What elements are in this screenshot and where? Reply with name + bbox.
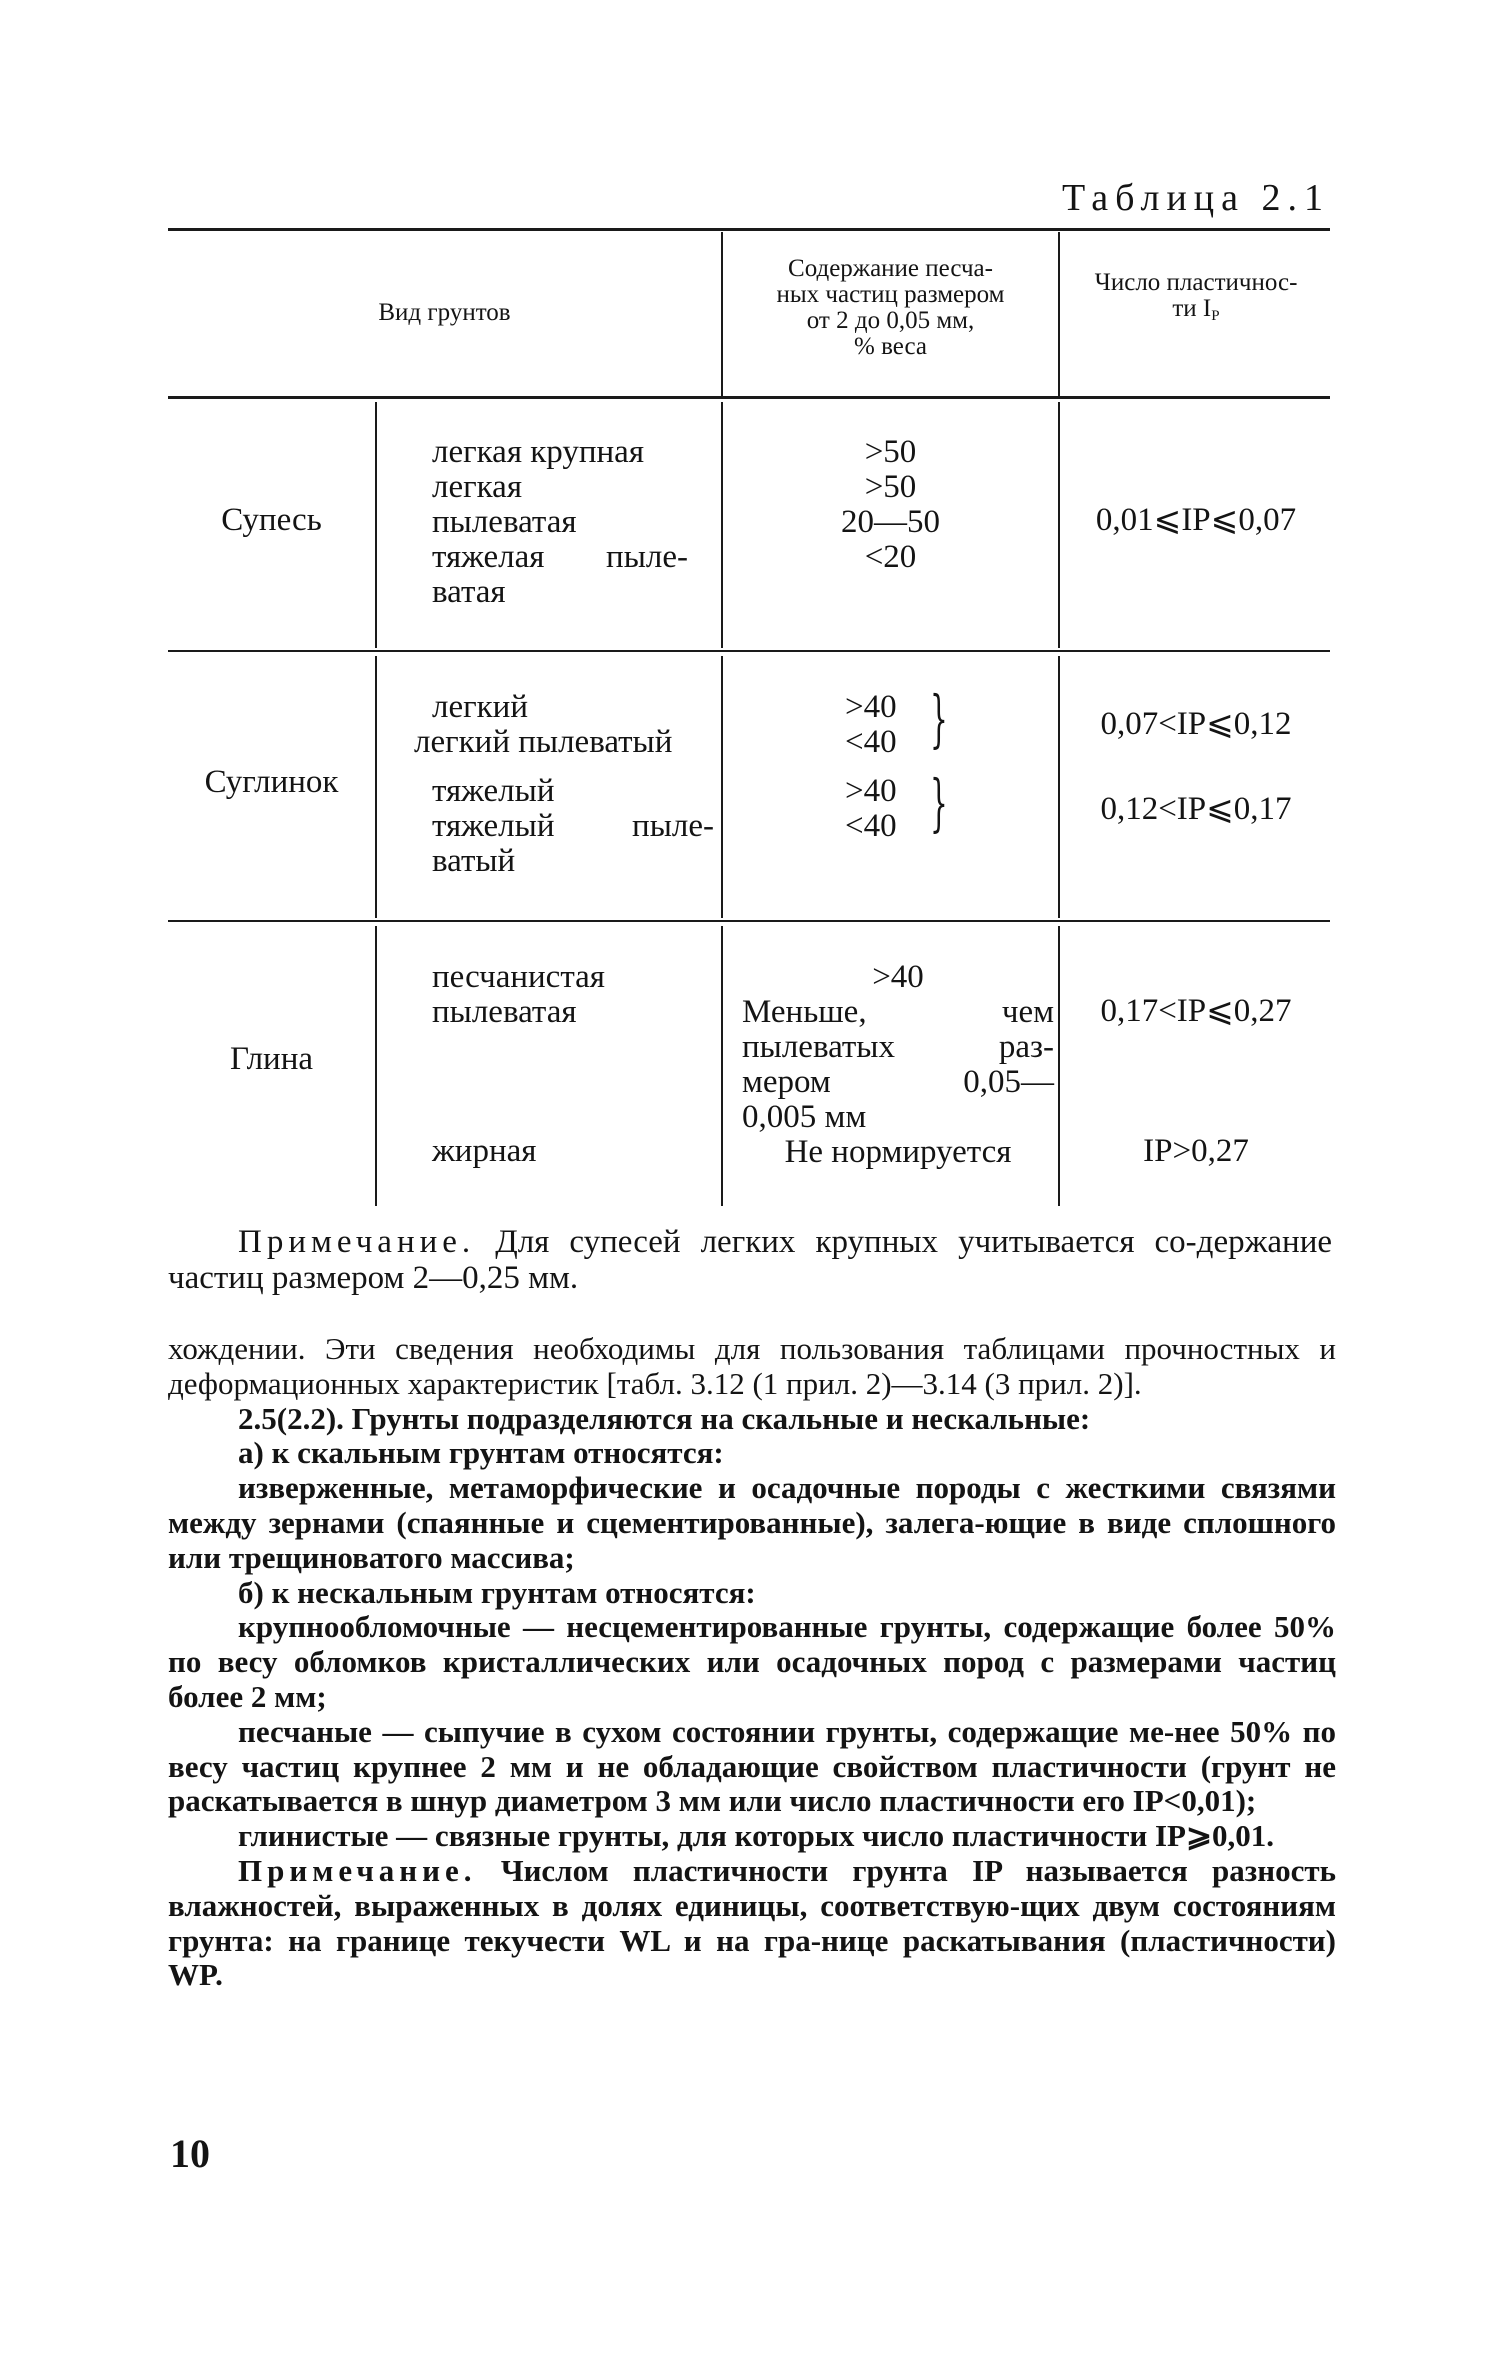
sand-values-supes: >50 >50 20—50 <20 [841, 434, 940, 575]
header-sand-content: Содержание песча- ных частиц размером от 2 до 0,05 мм, % веса [776, 255, 1005, 360]
ip-range-suglinok-light: 0,07<IP⩽0,12 [1100, 706, 1292, 742]
subtypes-glina: песчанистая пылеватая [432, 959, 605, 1030]
header-plasticity: Число пластичнос- ти $I_P$ [1094, 269, 1298, 324]
col-divider-ip [1058, 656, 1060, 918]
col-divider-name [375, 402, 377, 648]
paragraph: а) к скальным грунтам относятся: [238, 1435, 724, 1471]
col-divider-content [721, 656, 723, 918]
sand-values-glina: >40 Меньше, чем пылеватых раз- мером 0,05— 0,005 мм Не нормируется [742, 959, 1054, 1170]
row-divider-2 [168, 920, 1330, 922]
subtype-glina-fat: жирная [432, 1133, 537, 1169]
table-note: Примечание. Для супесей легких крупных учитывается со-держание частиц размером 2—0,25 мм. [168, 1224, 1333, 1296]
ip-range-suglinok-heavy: 0,12<IP⩽0,17 [1100, 791, 1292, 827]
paragraph: 2.5(2.2). Грунты подразделяются на скальные и нескальные: [238, 1400, 1091, 1436]
ip-range-glina-2: IP>0,27 [1143, 1133, 1249, 1169]
header-bottom-rule [168, 396, 1330, 399]
col-divider-name [375, 926, 377, 1206]
ip-range-glina-1: 0,17<IP⩽0,27 [1100, 993, 1292, 1029]
table-top-rule [168, 228, 1330, 231]
paragraph: Примечание. Числом пластичности грунта IP называется разность влажностей, выраженных в долях единицы, соответствую-щих двум состояниям грунта: на границе текучести WL и на гра-нице раскатывания (пластичности) WP. [168, 1852, 1336, 1993]
subtypes-supes: легкая крупная легкая пылеватая тяжелая пыле- ватая [432, 434, 688, 610]
sand-values-suglinok: >40 <40 >40 <40 [845, 689, 897, 844]
col-divider-name [375, 656, 377, 918]
row-divider-1 [168, 650, 1330, 652]
right-brace-icon: } [930, 682, 948, 755]
paragraph: песчаные — сыпучие в сухом состоянии грунты, содержащие ме-нее 50% по весу частиц крупнее 2 мм и не обладающие свойством пластичности (грунт не раскатывается в шнур диаметром 3 мм или число пластичности его IP<0,01); [168, 1713, 1336, 1819]
right-brace-icon: } [930, 766, 948, 839]
paragraph: крупнообломочные — несцементированные грунты, содержащие более 50% по весу обломков кристаллических или осадочных пород с размерами частиц более 2 мм; [168, 1609, 1336, 1714]
group-name-glina: Глина [229, 1041, 314, 1077]
group-name-suglinok: Суглинок [204, 764, 339, 800]
table-caption: Таблица 2.1 [1061, 177, 1330, 219]
paragraph: глинистые — связные грунты, для которых число пластичности IP⩾0,01. [238, 1818, 1274, 1854]
paragraph: изверженные, метаморфические и осадочные породы с жесткими связями между зернами (спаянные и сцементированные), залега-ющие в виде сплошного или трещиноватого массива; [168, 1470, 1336, 1575]
body-text [168, 1332, 1336, 1993]
page-number: 10 [170, 2131, 210, 2176]
header-soil-type: Вид грунтов [378, 299, 511, 326]
paragraph: б) к нескальным грунтам относятся: [238, 1574, 756, 1610]
subtypes-suglinok: легкий легкий пылеватый тяжелый тяжелый пыле- ватый [414, 689, 714, 879]
group-name-supes: Супесь [221, 502, 322, 538]
col-divider-content [721, 926, 723, 1206]
paragraph: хождении. Эти сведения необходимы для пользования таблицами прочностных и деформационных характеристик [табл. 3.12 (1 прил. 2)—3.14 (3 прил. 2)]. [168, 1331, 1336, 1401]
ip-range-supes: 0,01⩽IP⩽0,07 [1095, 502, 1297, 538]
